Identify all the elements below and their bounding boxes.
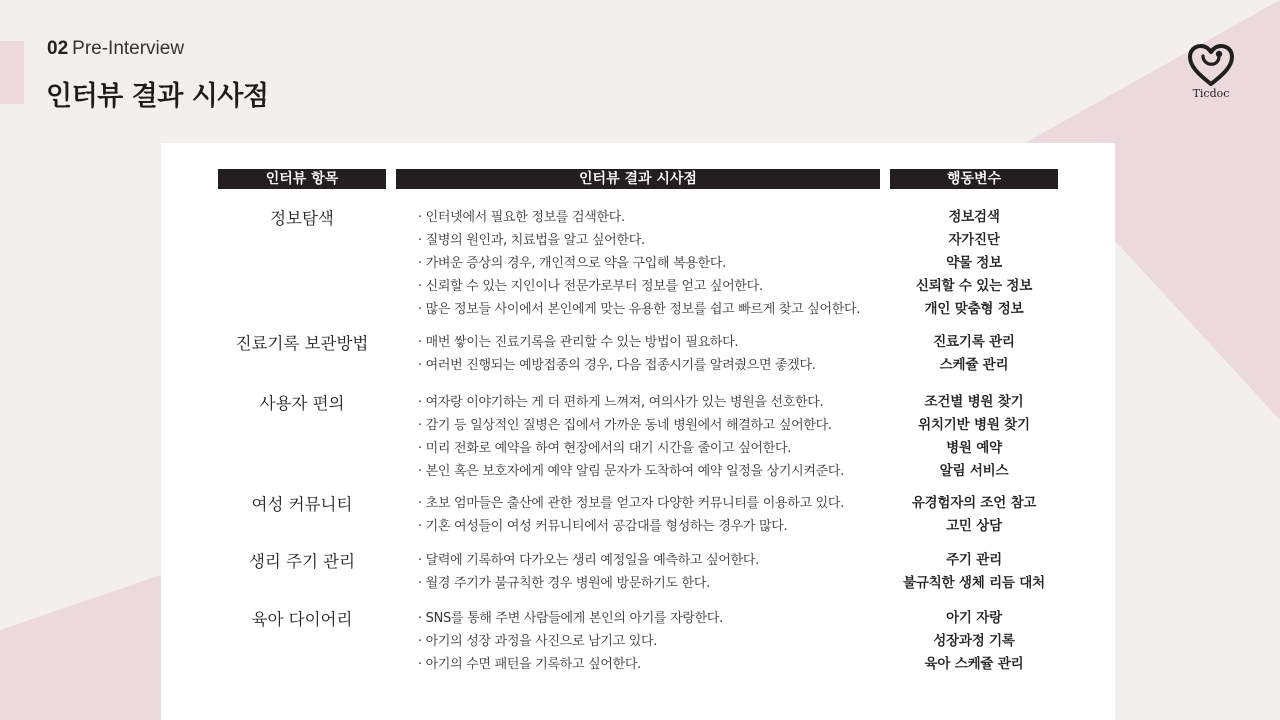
insight-item: · 기혼 여성들이 여성 커뮤니티에서 공감대를 형성하는 경우가 많다. <box>418 519 788 534</box>
row-category: 진료기록 보관방법 <box>235 334 369 353</box>
insight-item: · 미리 전화로 예약을 하여 현장에서의 대기 시간을 줄이고 싶어한다. <box>418 441 792 456</box>
row-category: 사용자 편의 <box>259 394 345 413</box>
variable-item: 자가진단 <box>948 232 1000 248</box>
variable-item: 스케쥴 관리 <box>939 357 1009 373</box>
row-category: 정보탐색 <box>270 209 334 228</box>
insight-list <box>418 206 888 321</box>
insight-list <box>418 549 888 595</box>
page-title: 인터뷰 결과 시사점 <box>46 81 269 112</box>
variable-item: 유경험자의 조언 참고 <box>911 495 1037 511</box>
variable-item: 정보검색 <box>948 209 1000 225</box>
variable-list <box>890 206 1058 321</box>
insight-list <box>418 391 888 483</box>
variable-item: 육아 스케쥴 관리 <box>924 656 1024 672</box>
insight-item: · 월경 주기가 불규칙한 경우 병원에 방문하기도 한다. <box>418 576 710 591</box>
variable-list <box>890 492 1058 538</box>
insight-item: · 감기 등 일상적인 질병은 집에서 가까운 동네 병원에서 해결하고 싶어한다. <box>418 418 832 433</box>
insight-list <box>418 492 888 538</box>
row-category: 생리 주기 관리 <box>248 552 356 571</box>
insight-item: · 가벼운 증상의 경우, 개인적으로 약을 구입해 복용한다. <box>418 256 726 271</box>
insight-item: · 여자랑 이야기하는 게 더 편하게 느껴져, 여의사가 있는 병원을 선호한다. <box>418 395 824 410</box>
logo-text: Ticdoc <box>1192 87 1230 100</box>
section-label <box>47 38 184 60</box>
insight-list <box>418 607 888 676</box>
header-interview-item: 인터뷰 항목 <box>218 169 386 189</box>
variable-item: 개인 맞춤형 정보 <box>924 301 1024 317</box>
variable-list <box>890 549 1058 595</box>
insight-item: · 여러번 진행되는 예방접종의 경우, 다음 접종시기를 알려줬으면 좋겠다. <box>418 358 816 373</box>
insight-item: · 본인 혹은 보호자에게 예약 알림 문자가 도착하여 예약 일정을 상기시켜준다. <box>418 464 844 479</box>
variable-item: 고민 상담 <box>946 518 1002 534</box>
insight-item: · 달력에 기록하여 다가오는 생리 예정일을 예측하고 싶어한다. <box>418 553 759 568</box>
heart-stethoscope-icon <box>1186 42 1236 88</box>
variable-item: 약물 정보 <box>946 255 1002 271</box>
results-card <box>161 143 1115 720</box>
insight-list <box>418 331 888 377</box>
insight-item: · 인터넷에서 필요한 정보를 검색한다. <box>418 210 625 225</box>
row-category: 육아 다이어리 <box>251 610 353 629</box>
variable-item: 신뢰할 수 있는 정보 <box>915 278 1033 294</box>
variable-item: 조건별 병원 찾기 <box>924 394 1024 410</box>
variable-item: 위치기반 병원 찾기 <box>918 417 1030 433</box>
variable-item: 주기 관리 <box>946 552 1002 568</box>
row-category: 여성 커뮤니티 <box>251 495 353 514</box>
insight-item: · 매번 쌓이는 진료기록을 관리할 수 있는 방법이 필요하다. <box>418 335 739 350</box>
insight-item: · 아기의 성장 과정을 사진으로 남기고 있다. <box>418 634 658 649</box>
variable-list <box>890 607 1058 676</box>
variable-item: 진료기록 관리 <box>933 334 1015 350</box>
accent-bar <box>0 41 24 104</box>
insight-item: · 많은 정보들 사이에서 본인에게 맞는 유용한 정보를 쉽고 빠르게 찾고 싶어한다. <box>418 302 861 317</box>
insight-item: · 아기의 수면 패턴을 기록하고 싶어한다. <box>418 657 641 672</box>
insight-item: · 초보 엄마들은 출산에 관한 정보를 얻고자 다양한 커뮤니티를 이용하고 있다. <box>418 496 844 511</box>
variable-item: 성장과정 기록 <box>933 633 1015 649</box>
variable-item: 병원 예약 <box>946 440 1002 456</box>
variable-item: 알림 서비스 <box>939 463 1009 479</box>
variable-item: 불규칙한 생체 리듬 대처 <box>903 575 1045 591</box>
variable-item: 아기 자랑 <box>946 610 1002 626</box>
section-name: Pre-Interview <box>72 38 185 59</box>
header-behavior-variables: 행동변수 <box>890 169 1058 189</box>
variable-list <box>890 391 1058 483</box>
variable-list <box>890 331 1058 377</box>
logo <box>1185 42 1237 106</box>
header-interview-insights: 인터뷰 결과 시사점 <box>396 169 880 189</box>
insight-item: · SNS를 통해 주변 사람들에게 본인의 아기를 자랑한다. <box>418 611 723 626</box>
section-number: 02 <box>47 38 69 59</box>
insight-item: · 질병의 원인과, 치료법을 알고 싶어한다. <box>418 233 645 248</box>
insight-item: · 신뢰할 수 있는 지인이나 전문가로부터 정보를 얻고 싶어한다. <box>418 279 763 294</box>
